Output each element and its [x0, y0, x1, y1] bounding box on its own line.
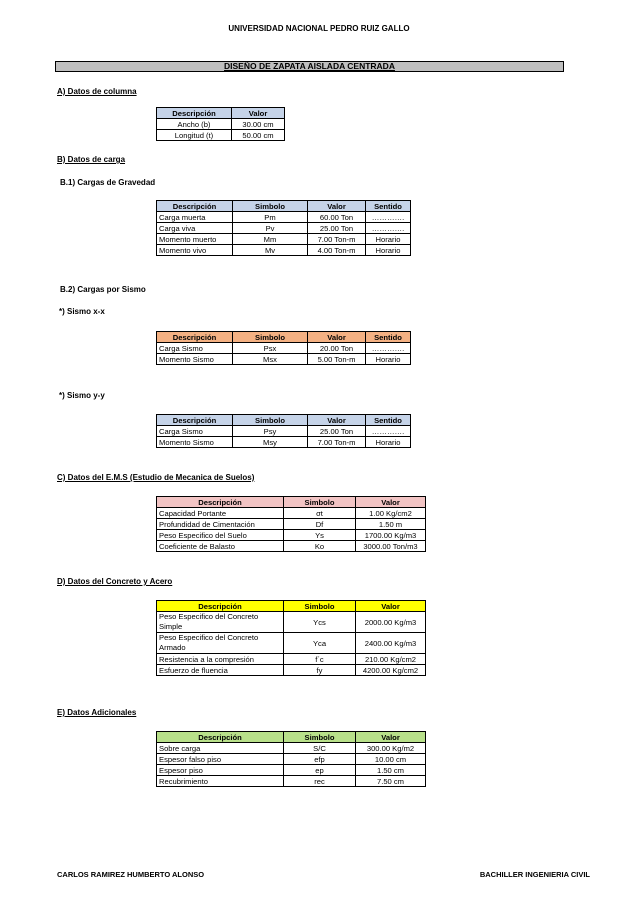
cell: 1.50 cm [356, 765, 426, 776]
col-header: Valor [308, 201, 366, 212]
cell: 210.00 Kg/cm2 [356, 654, 426, 665]
cell: Psy [233, 426, 308, 437]
document-title: DISEÑO DE ZAPATA AISLADA CENTRADA [55, 61, 564, 72]
col-header: Descripción [157, 108, 232, 119]
table-row [157, 530, 426, 541]
cell: Pm [233, 212, 308, 223]
col-header: Descripción [157, 201, 233, 212]
cell: efp [284, 754, 356, 765]
table-row [157, 654, 426, 665]
cell: 60.00 Ton [308, 212, 366, 223]
cell: 7.00 Ton-m [308, 234, 366, 245]
col-header: Simbolo [284, 601, 356, 612]
table-row [157, 743, 426, 754]
col-header: Descripción [157, 332, 233, 343]
cell: Df [284, 519, 356, 530]
col-header: Descripción [157, 415, 233, 426]
cell: Capacidad Portante [157, 508, 284, 519]
cell: Momento Sismo [157, 437, 233, 448]
col-header: Sentido [366, 332, 411, 343]
table-row [157, 519, 426, 530]
table-row [157, 223, 411, 234]
cell: Espesor falso piso [157, 754, 284, 765]
table-row [157, 245, 411, 256]
table-row [157, 130, 285, 141]
cell: Carga viva [157, 223, 233, 234]
col-header: Sentido [366, 415, 411, 426]
additional-data-table [156, 731, 426, 787]
cell: Momento Sismo [157, 354, 233, 365]
cell: Carga Sismo [157, 426, 233, 437]
table-header-row [157, 732, 426, 743]
cell: Momento muerto [157, 234, 233, 245]
cell: 4.00 Ton-m [308, 245, 366, 256]
col-header: Simbolo [233, 201, 308, 212]
section-b-heading: B) Datos de carga [57, 155, 126, 164]
col-header: Simbolo [233, 415, 308, 426]
col-header: Simbolo [284, 497, 356, 508]
col-header: Valor [232, 108, 285, 119]
col-header: Valor [308, 415, 366, 426]
table-row [157, 119, 285, 130]
cell: 10.00 cm [356, 754, 426, 765]
cell: 25.00 Ton [308, 426, 366, 437]
seismic-yy-table [156, 414, 411, 448]
cell: Profundidad de Cimentación [157, 519, 284, 530]
table-header-row [157, 201, 411, 212]
table-row [157, 437, 411, 448]
col-header: Descripción [157, 497, 284, 508]
table-row [157, 354, 411, 365]
section-b2-heading: B.2) Cargas por Sismo [60, 285, 146, 294]
table-header-row [157, 415, 411, 426]
cell: Yca [284, 633, 356, 654]
seismic-yy-heading: *) Sismo y-y [59, 391, 105, 400]
cell: Pv [233, 223, 308, 234]
cell: 20.00 Ton [308, 343, 366, 354]
cell: 2400.00 Kg/m3 [356, 633, 426, 654]
cell: 7.00 Ton-m [308, 437, 366, 448]
table-row [157, 212, 411, 223]
cell: Momento vivo [157, 245, 233, 256]
col-header: Valor [308, 332, 366, 343]
footer-author: CARLOS RAMIREZ HUMBERTO ALONSO [57, 870, 205, 879]
concrete-steel-table [156, 600, 426, 676]
cell: Ycs [284, 612, 356, 633]
table-row [157, 665, 426, 676]
cell: Espesor piso [157, 765, 284, 776]
section-b1-heading: B.1) Cargas de Gravedad [60, 178, 156, 187]
table-row [157, 765, 426, 776]
cell: Ko [284, 541, 356, 552]
cell: 25.00 Ton [308, 223, 366, 234]
cell: Psx [233, 343, 308, 354]
table-row [157, 234, 411, 245]
cell: Peso Especifico del Suelo [157, 530, 284, 541]
section-d-heading: D) Datos del Concreto y Acero [57, 577, 173, 586]
cell: 2000.00 Kg/m3 [356, 612, 426, 633]
cell: Mv [233, 245, 308, 256]
cell: rec [284, 776, 356, 787]
cell: S/C [284, 743, 356, 754]
cell: …………. [366, 223, 411, 234]
soil-data-table [156, 496, 426, 552]
col-header: Sentido [366, 201, 411, 212]
col-header: Descripción [157, 732, 284, 743]
cell: Carga muerta [157, 212, 233, 223]
cell: Msy [233, 437, 308, 448]
cell: 4200.00 Kg/cm2 [356, 665, 426, 676]
cell: 30.00 cm [232, 119, 285, 130]
table-row [157, 776, 426, 787]
cell: 1700.00 Kg/m3 [356, 530, 426, 541]
cell: Coeficiente de Balasto [157, 541, 284, 552]
cell: Longitud (t) [157, 130, 232, 141]
cell: 300.00 Kg/m2 [356, 743, 426, 754]
footer-degree: BACHILLER INGENIERIA CIVIL [479, 870, 590, 879]
cell: ep [284, 765, 356, 776]
cell: fy [284, 665, 356, 676]
cell: Peso Especifico del Concreto Simple [157, 612, 284, 633]
gravity-loads-table [156, 200, 411, 256]
col-header: Simbolo [284, 732, 356, 743]
seismic-xx-table [156, 331, 411, 365]
cell: σt [284, 508, 356, 519]
col-header: Simbolo [233, 332, 308, 343]
cell: 1.00 Kg/cm2 [356, 508, 426, 519]
cell: Mm [233, 234, 308, 245]
cell: Msx [233, 354, 308, 365]
cell: Horario [366, 245, 411, 256]
table-row [157, 343, 411, 354]
cell: Resistencia a la compresión [157, 654, 284, 665]
col-header: Descripción [157, 601, 284, 612]
table-row [157, 612, 426, 633]
university-name: UNIVERSIDAD NACIONAL PEDRO RUIZ GALLO [228, 24, 410, 33]
table-row [157, 508, 426, 519]
cell: Carga Sismo [157, 343, 233, 354]
col-header: Valor [356, 732, 426, 743]
table-row [157, 541, 426, 552]
cell: Ancho (b) [157, 119, 232, 130]
column-data-table [156, 107, 285, 141]
table-header-row [157, 497, 426, 508]
table-row [157, 754, 426, 765]
cell: 7.50 cm [356, 776, 426, 787]
col-header: Valor [356, 497, 426, 508]
table-header-row [157, 601, 426, 612]
cell: Recubrimiento [157, 776, 284, 787]
cell: 1.50 m [356, 519, 426, 530]
cell: Horario [366, 437, 411, 448]
seismic-xx-heading: *) Sismo x-x [59, 307, 105, 316]
cell: Ys [284, 530, 356, 541]
cell: Peso Especifico del Concreto Armado [157, 633, 284, 654]
table-header-row [157, 332, 411, 343]
table-header-row [157, 108, 285, 119]
table-row [157, 426, 411, 437]
cell: 50.00 cm [232, 130, 285, 141]
cell: Horario [366, 354, 411, 365]
table-row [157, 633, 426, 654]
cell: 5.00 Ton-m [308, 354, 366, 365]
col-header: Valor [356, 601, 426, 612]
cell: f´c [284, 654, 356, 665]
cell: Horario [366, 234, 411, 245]
cell: …………. [366, 212, 411, 223]
cell: …………. [366, 343, 411, 354]
section-c-heading: C) Datos del E.M.S (Estudio de Mecanica de Suelos) [57, 473, 255, 482]
cell: …………. [366, 426, 411, 437]
cell: 3000.00 Ton/m3 [356, 541, 426, 552]
cell: Esfuerzo de fluencia [157, 665, 284, 676]
cell: Sobre carga [157, 743, 284, 754]
section-e-heading: E) Datos Adicionales [57, 708, 137, 717]
section-a-heading: A) Datos de columna [57, 87, 137, 96]
